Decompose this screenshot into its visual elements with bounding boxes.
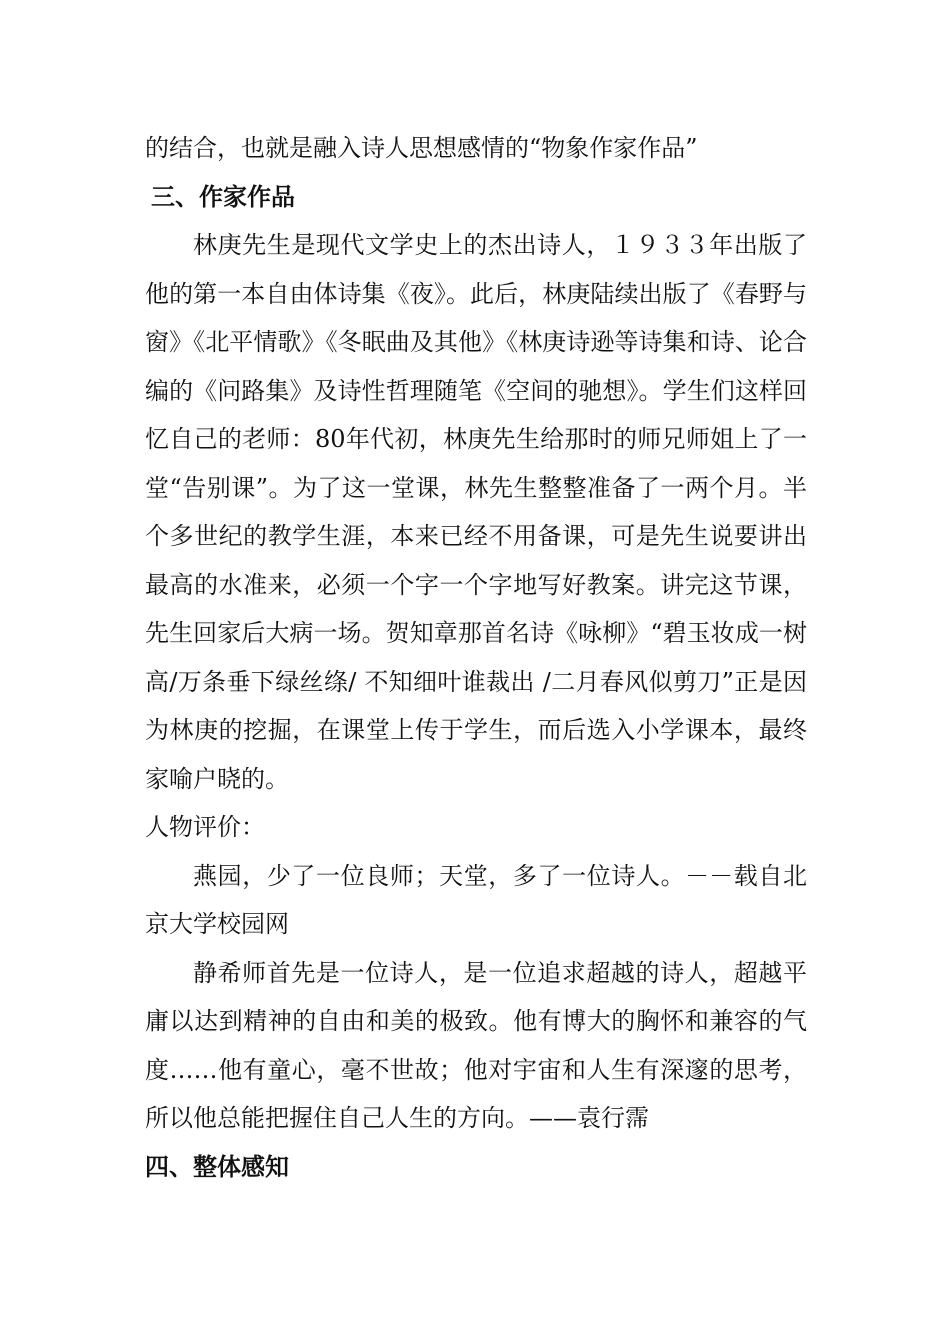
evaluation-label: 人物评价：: [145, 813, 265, 841]
paragraph-continuation: 的结合，也就是融入诗人思想感情的“物象作家作品”: [145, 134, 698, 162]
paragraph-evaluation-2: 静希师首先是一位诗人，是一位追求超越的诗人，超越平庸以达到精神的自由和美的极致。他有博大的胸怀和兼容的气度……他有童心，毫不世故；他对宇宙和人生有深邃的思考，所以他总能把握住自己人生的方向。——袁行霈: [145, 958, 807, 1132]
document-page: [145, 124, 807, 1191]
paragraph-author-intro: 林庚先生是现代文学史上的杰出诗人，１９３３年出版了他的第一本自由体诗集《夜》。此后，林庚陆续出版了《春野与窗》《北平情歌》《冬眠曲及其他》《林庚诗逊等诗集和诗、论合编的《问路集》及诗性哲理随笔《空间的驰想》。学生们这样回忆自己的老师：80年代初，林庚先生给那时的师兄师姐上了一堂“告别课”。为了这一堂课，林先生整整准备了一两个月。半个多世纪的教学生涯，本来已经不用备课，可是先生说要讲出最高的水准来，必须一个字一个字地写好教案。讲完这节课，先生回家后大病一场。贺知章那首名诗《咏柳》“碧玉妆成一树高/万条垂下绿丝绦/ 不知细叶谁裁出 /二月春风似剪刀”正是因为林庚的挖掘，在课堂上传于学生，而后选入小学课本，最终家喻户晓的。: [145, 231, 807, 793]
section-heading-3: 三、作家作品: [151, 182, 295, 211]
paragraph-evaluation-1: 燕园，少了一位良师；天堂，多了一位诗人。－－载自北京大学校园网: [145, 861, 807, 938]
section-heading-4: 四、整体感知: [145, 1152, 289, 1181]
